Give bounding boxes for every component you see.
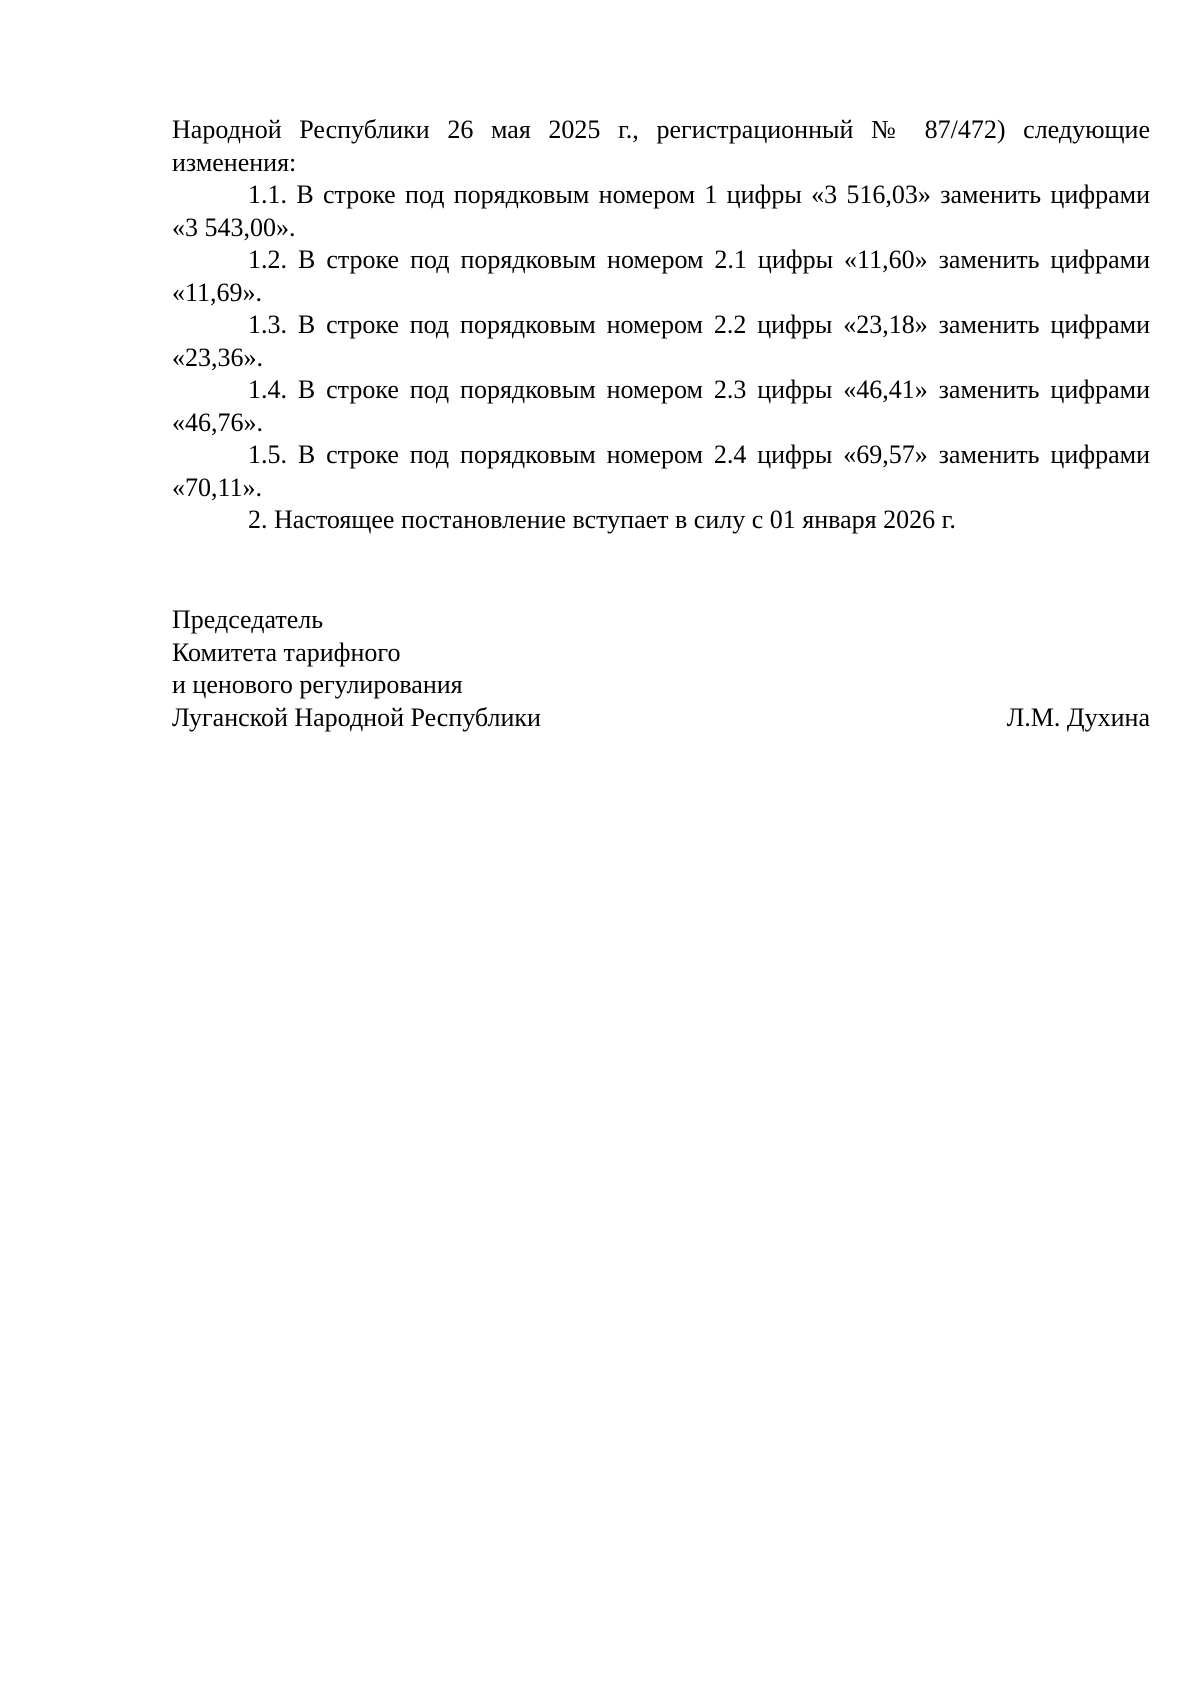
paragraph-item-1-4: 1.4. В строке под порядковым номером 2.3 цифры «46,41» заменить цифрами «46,76».	[172, 375, 1150, 437]
signatory-position-line-2: Комитета тарифного	[172, 637, 401, 667]
document-body	[172, 114, 1150, 537]
signature-last-row	[172, 702, 1150, 735]
paragraph-item-1-5: 1.5. В строке под порядковым номером 2.4 цифры «69,57» заменить цифрами «70,11».	[172, 440, 1150, 502]
paragraph-item-2: 2. Настоящее постановление вступает в силу с 01 января 2026 г.	[248, 505, 956, 534]
paragraph-item-1-2: 1.2. В строке под порядковым номером 2.1 цифры «11,60» заменить цифрами «11,69».	[172, 245, 1150, 307]
signatory-position-line-3: и ценового регулирования	[172, 670, 463, 699]
paragraph-item-1-1: 1.1. В строке под порядковым номером 1 цифры «3 516,03» заменить цифрами «3 543,00».	[172, 180, 1150, 242]
signatory-position-line-4: Луганской Народной Республики	[172, 702, 541, 732]
signatory-name: Л.М. Духина	[1006, 702, 1150, 732]
paragraph-continuation: Народной Республики 26 мая 2025 г., регистрационный № 87/472) следующие изменения:	[172, 115, 1150, 177]
paragraph-item-1-3: 1.3. В строке под порядковым номером 2.2 цифры «23,18» заменить цифрами «23,36».	[172, 310, 1150, 372]
signatory-position-line-1: Председатель	[172, 605, 324, 634]
signature-block	[172, 604, 1150, 734]
